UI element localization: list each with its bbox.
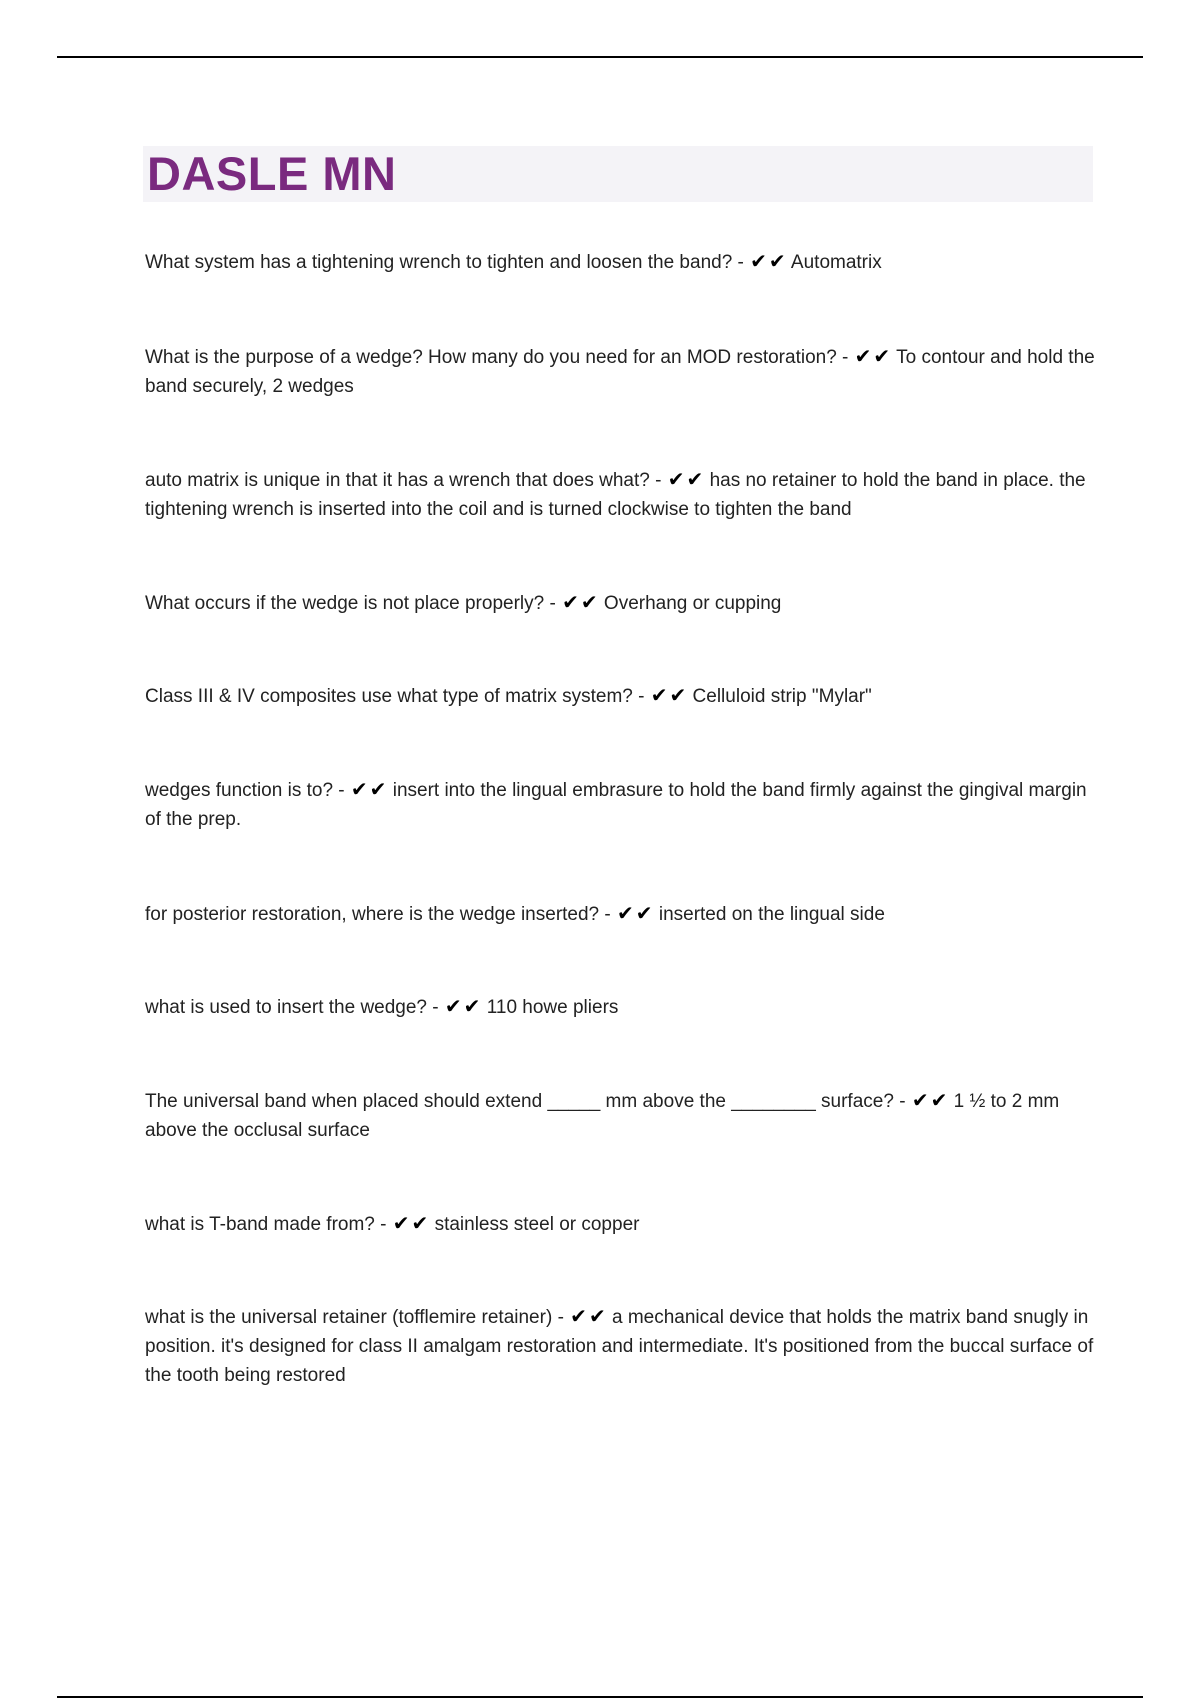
header-rule (57, 56, 1143, 58)
answer-text: Overhang or cupping (603, 593, 782, 614)
question-text: for posterior restoration, where is the wedge inserted? (145, 904, 600, 925)
answer-text: inserted on the lingual side (658, 904, 885, 925)
answer-text: a mechanical device that holds the matrix band snugly in position. it's designed for class II amalgam restoration and intermediate. It's positioned from the buccal surface of the tooth being restored (145, 1307, 1094, 1386)
separator: - (842, 347, 849, 368)
separator: - (604, 904, 611, 925)
check-icon: ✔ (650, 683, 668, 707)
separator: - (557, 1307, 564, 1328)
check-icon: ✔ (635, 901, 653, 925)
separator: - (737, 252, 744, 273)
question-text: what is used to insert the wedge? (145, 997, 428, 1018)
question-text: what is T-band made from? (145, 1214, 375, 1235)
check-icon: ✔ (392, 1211, 410, 1235)
check-icon: ✔ (570, 1304, 587, 1328)
check-icon: ✔ (667, 467, 685, 491)
answer-text: Automatrix (790, 252, 882, 273)
check-icon: ✔ (854, 344, 872, 368)
check-icon: ✔ (930, 1088, 948, 1112)
question-text: What is the purpose of a wedge? How many do you need for an MOD restoration? (145, 347, 837, 368)
qa-item (145, 247, 1095, 277)
check-icon: ✔ (669, 683, 687, 707)
answer-text: Celluloid strip "Mylar" (692, 686, 872, 707)
title-banner (143, 146, 1093, 202)
check-icon: ✔ (617, 901, 634, 925)
question-text: auto matrix is unique in that it has a wrench that does what? (145, 470, 650, 491)
qa-item (145, 465, 1095, 524)
question-text: Class III & IV composites use what type of matrix system? (145, 686, 633, 707)
footer-rule (57, 1696, 1143, 1698)
separator: - (432, 997, 439, 1018)
qa-item (145, 342, 1095, 401)
check-icon: ✔ (444, 994, 462, 1018)
check-icon: ✔ (463, 994, 481, 1018)
answer-text: insert into the lingual embrasure to hold the band firmly against the gingival margin of the prep. (145, 780, 1087, 830)
question-text: The universal band when placed should extend _____ mm above the ________ surface? (145, 1091, 894, 1112)
document-title: DASLE MN (147, 147, 397, 200)
qa-item (145, 1209, 1095, 1239)
answer-text: To contour and hold the band securely, 2 wedges (145, 347, 1095, 397)
check-icon: ✔ (588, 1304, 606, 1328)
qa-item (145, 681, 1095, 711)
answer-text: 110 howe pliers (486, 997, 619, 1018)
check-icon: ✔ (911, 1088, 929, 1112)
question-text: what is the universal retainer (tofflemire retainer) (145, 1307, 553, 1328)
answer-text: 1 ½ to 2 mm above the occlusal surface (145, 1091, 1060, 1141)
check-icon: ✔ (580, 590, 598, 614)
check-icon: ✔ (562, 590, 579, 614)
separator: - (549, 593, 556, 614)
check-icon: ✔ (768, 249, 786, 273)
separator: - (638, 686, 645, 707)
answer-text: stainless steel or copper (434, 1214, 640, 1235)
question-text: What occurs if the wedge is not place properly? (145, 593, 545, 614)
check-icon: ✔ (686, 467, 704, 491)
check-icon: ✔ (873, 344, 891, 368)
check-icon: ✔ (369, 777, 387, 801)
qa-item (145, 1302, 1095, 1390)
separator: - (899, 1091, 906, 1112)
question-text: What system has a tightening wrench to tighten and loosen the band? (145, 252, 733, 273)
qa-item (145, 1086, 1095, 1145)
question-text: wedges function is to? (145, 780, 334, 801)
qa-item (145, 588, 1095, 618)
check-icon: ✔ (411, 1211, 429, 1235)
qa-item (145, 775, 1095, 834)
separator: - (380, 1214, 387, 1235)
qa-item (145, 899, 1095, 929)
check-icon: ✔ (350, 777, 368, 801)
separator: - (338, 780, 345, 801)
qa-item (145, 992, 1095, 1022)
separator: - (655, 470, 662, 491)
check-icon: ✔ (750, 249, 767, 273)
answer-text: has no retainer to hold the band in place. the tightening wrench is inserted into the coil and is turned clockwise to tighten the band (145, 470, 1086, 520)
